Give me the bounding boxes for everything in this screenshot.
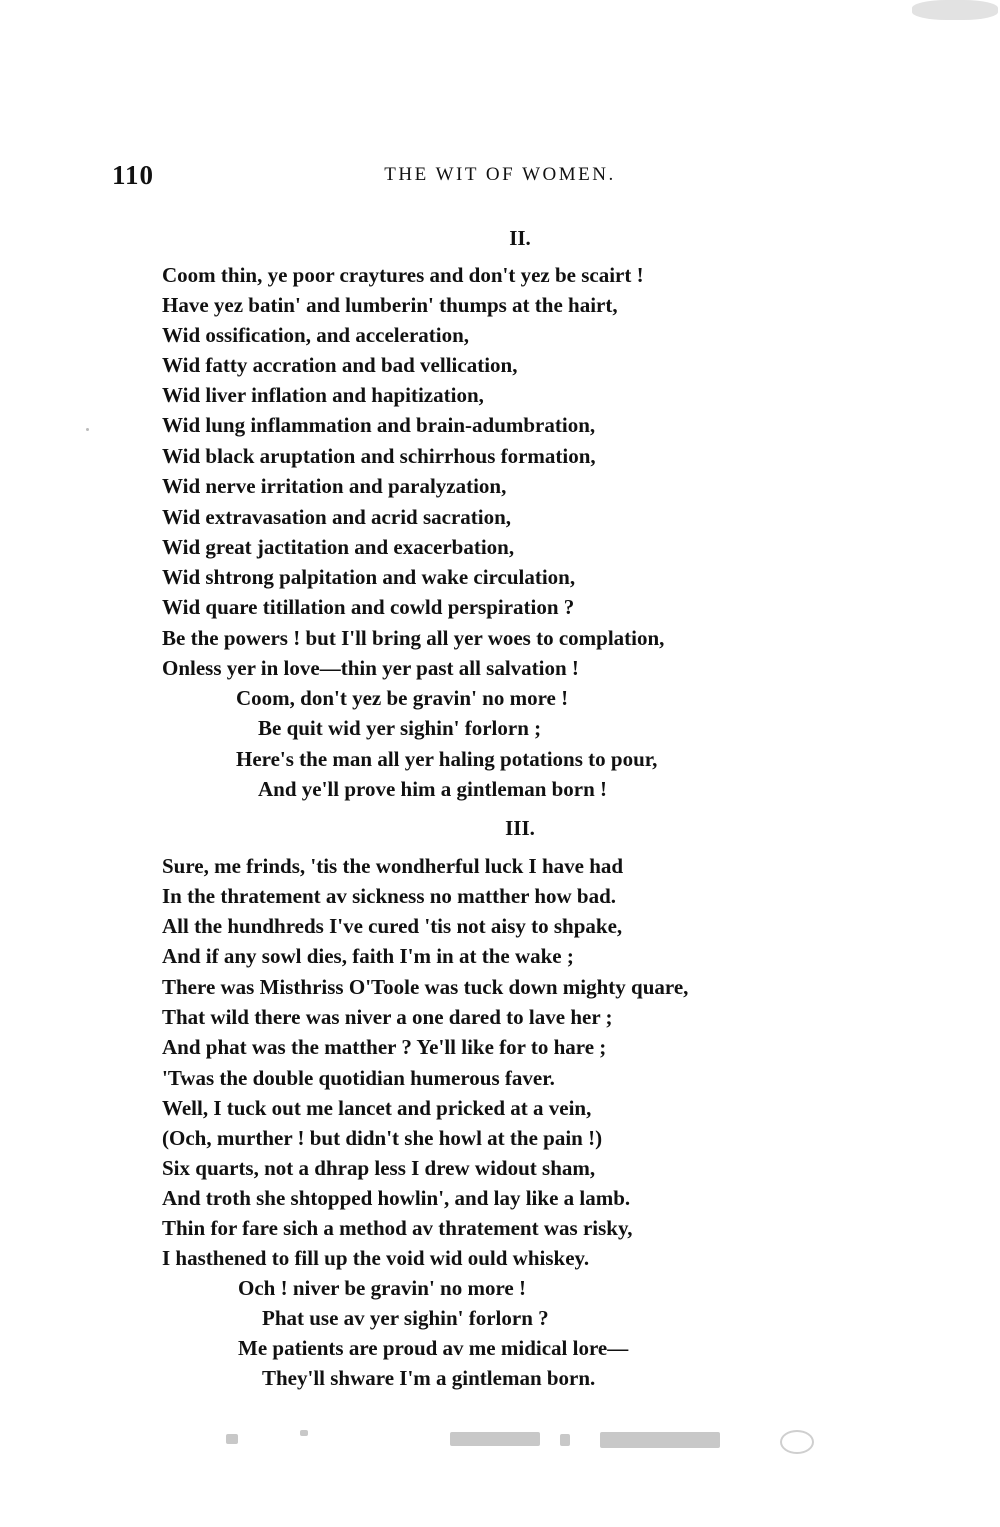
verse-line: And troth she shtopped howlin', and lay like a lamb. <box>162 1186 631 1210</box>
chorus-line: Phat use av yer sighin' forlorn ? <box>262 1306 549 1330</box>
verse-line: All the hundhreds I've cured 'tis not aisy to shpake, <box>162 914 623 938</box>
verse-line: Wid great jactitation and exacerbation, <box>162 535 515 559</box>
stanza-number-ii: II. <box>509 226 531 250</box>
verse-line: Wid lung inflammation and brain-adumbration, <box>162 413 596 437</box>
verse-line: And if any sowl dies, faith I'm in at the wake ; <box>162 944 574 968</box>
verse-line: Coom thin, ye poor craytures and don't yez be scairt ! <box>162 263 644 287</box>
verse-line: 'Twas the double quotidian humerous faver. <box>162 1066 555 1090</box>
verse-line: I hasthened to fill up the void wid ould whiskey. <box>162 1246 590 1270</box>
verse-line: Wid ossification, and acceleration, <box>162 323 470 347</box>
verse-line: Sure, me frinds, 'tis the wondherful luck I have had <box>162 854 624 878</box>
running-title: THE WIT OF WOMEN. <box>384 164 616 185</box>
chorus-line: They'll shware I'm a gintleman born. <box>262 1366 596 1390</box>
chorus-line: Here's the man all yer haling potations to pour, <box>236 747 658 771</box>
chorus-line: And ye'll prove him a gintleman born ! <box>258 777 608 801</box>
verse-line: Wid fatty accration and bad vellication, <box>162 353 518 377</box>
verse-line: Well, I tuck out me lancet and pricked at a vein, <box>162 1096 592 1120</box>
verse-line: Wid shtrong palpitation and wake circulation, <box>162 565 576 589</box>
chorus-line: Coom, don't yez be gravin' no more ! <box>236 686 569 710</box>
verse-line: Onless yer in love—thin yer past all salvation ! <box>162 656 579 680</box>
verse-line: Wid quare titillation and cowld perspiration ? <box>162 595 575 619</box>
scan-bleedthrough <box>220 1426 820 1452</box>
verse-line: Be the powers ! but I'll bring all yer woes to complation, <box>162 626 665 650</box>
verse-line: And phat was the matther ? Ye'll like for to hare ; <box>162 1035 607 1059</box>
page-header <box>0 160 1000 194</box>
verse-line: Thin for fare sich a method av thratement was risky, <box>162 1216 633 1240</box>
scan-smudge-top-right <box>912 0 998 20</box>
page-number: 110 <box>112 160 155 190</box>
stanza-number-iii: III. <box>505 816 535 840</box>
verse-line: Six quarts, not a dhrap less I drew widout sham, <box>162 1156 596 1180</box>
verse-line: Wid liver inflation and hapitization, <box>162 383 484 407</box>
verse-line: Wid black aruptation and schirrhous formation, <box>162 444 596 468</box>
chorus-line: Och ! niver be gravin' no more ! <box>238 1276 526 1300</box>
verse-line: There was Misthriss O'Toole was tuck down mighty quare, <box>162 975 689 999</box>
chorus-line: Me patients are proud av me midical lore— <box>238 1336 629 1360</box>
verse-line: Wid nerve irritation and paralyzation, <box>162 474 507 498</box>
verse-line: Wid extravasation and acrid sacration, <box>162 505 512 529</box>
chorus-line: Be quit wid yer sighin' forlorn ; <box>258 716 542 740</box>
verse-line: (Och, murther ! but didn't she howl at the pain !) <box>162 1126 603 1150</box>
verse-line: Have yez batin' and lumberin' thumps at the hairt, <box>162 293 618 317</box>
verse-line: In the thratement av sickness no matther how bad. <box>162 884 617 908</box>
verse-line: That wild there was niver a one dared to lave her ; <box>162 1005 613 1029</box>
scan-speck <box>86 428 89 431</box>
